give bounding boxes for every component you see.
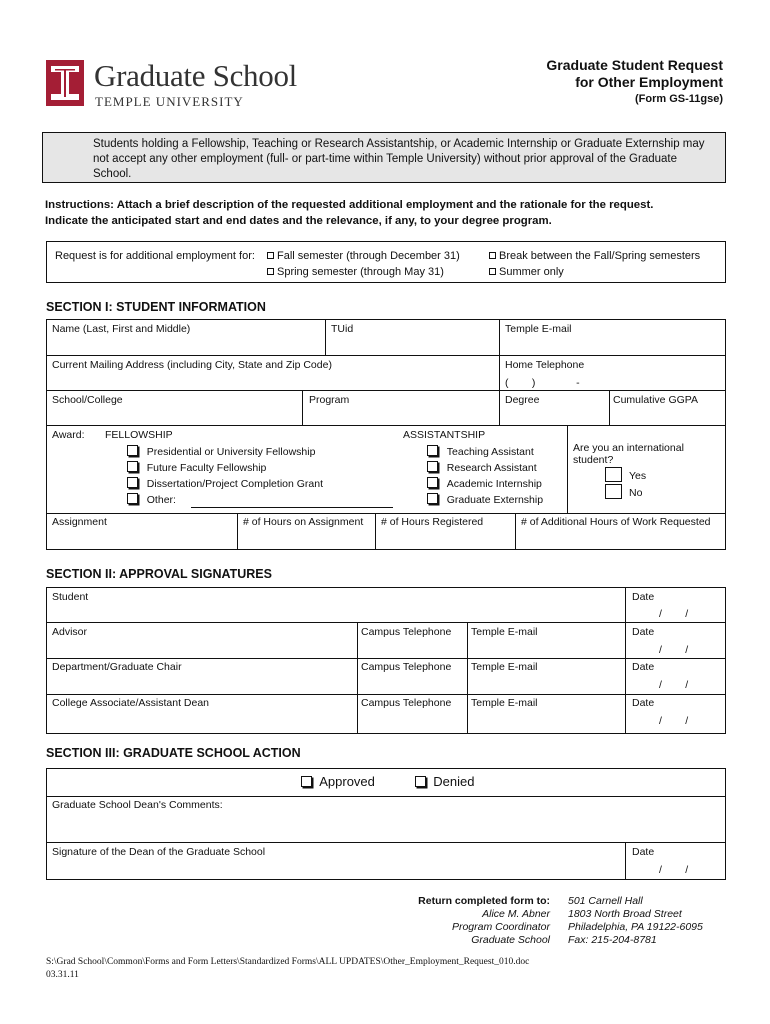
checkbox-icon[interactable]: [127, 445, 138, 456]
instructions-line2: Indicate the anticipated start and end dates and the relevance, if any, to your degree program.: [45, 214, 552, 227]
fellowship-list: [127, 444, 323, 508]
denied-option[interactable]: [415, 774, 474, 789]
checkbox-icon[interactable]: [127, 461, 138, 472]
option-break[interactable]: [489, 250, 700, 262]
notice-box: [42, 132, 726, 183]
instructions: [45, 198, 653, 229]
title-line1: Graduate Student Request: [546, 57, 723, 73]
intl-no-label: No: [629, 487, 643, 499]
student-sig[interactable]: Student: [52, 591, 89, 603]
option-summer[interactable]: [489, 266, 564, 278]
addr-line1: 501 Carnell Hall: [568, 895, 643, 907]
checkbox-icon[interactable]: [427, 445, 438, 456]
option-fall-label: Fall semester (through December 31): [277, 250, 460, 262]
checkbox-approved[interactable]: [301, 776, 312, 787]
assistantship-item[interactable]: Academic Internship: [427, 476, 543, 492]
checkbox-fall[interactable]: [267, 252, 274, 259]
logo-sub: TEMPLE UNIVERSITY: [95, 94, 244, 109]
assignment-field[interactable]: Assignment: [52, 516, 107, 528]
addr-line3: Philadelphia, PA 19122-6095: [568, 921, 703, 933]
return-name: Alice M. Abner: [482, 908, 550, 920]
denied-label: Denied: [433, 774, 475, 789]
section1-grid: [46, 319, 726, 550]
form-number: (Form GS-11gse): [634, 93, 723, 105]
dept-sig[interactable]: Department/Graduate Chair: [52, 661, 182, 673]
intl-yes[interactable]: [605, 467, 622, 485]
assistantship-item[interactable]: Graduate Externship: [427, 492, 543, 508]
hours-assign-field[interactable]: # of Hours on Assignment: [243, 516, 364, 528]
ggpa-field[interactable]: Cumulative GGPA: [613, 394, 698, 406]
fax: Fax: 215-204-8781: [568, 934, 657, 946]
assistantship-heading: ASSISTANTSHIP: [403, 429, 486, 441]
dean-email[interactable]: Temple E-mail: [471, 697, 538, 709]
fellowship-item[interactable]: Dissertation/Project Completion Grant: [127, 476, 323, 492]
intl-no[interactable]: [605, 484, 622, 502]
assistantship-list: [427, 444, 543, 508]
checkbox-summer[interactable]: [489, 268, 496, 275]
home-tel-field[interactable]: Home Telephone: [505, 359, 585, 371]
fellowship-item[interactable]: Future Faculty Fellowship: [127, 460, 323, 476]
award-label: Award:: [52, 429, 85, 441]
checkbox-spring[interactable]: [267, 268, 274, 275]
option-fall[interactable]: [267, 250, 460, 262]
gs-date[interactable]: Date: [632, 846, 655, 858]
fellowship-item[interactable]: Other:: [127, 492, 323, 508]
student-date[interactable]: Date: [632, 591, 655, 603]
dept-date[interactable]: Date: [632, 661, 655, 673]
advisor-email[interactable]: Temple E-mail: [471, 626, 538, 638]
addr-line2: 1803 North Broad Street: [568, 908, 682, 920]
dean-sig[interactable]: College Associate/Assistant Dean: [52, 697, 210, 709]
dean-signature[interactable]: Signature of the Dean of the Graduate School: [52, 846, 266, 858]
request-box: [46, 241, 726, 283]
intl-question: Are you an international student?: [573, 442, 684, 466]
tuid-field[interactable]: TUid: [331, 323, 354, 335]
dept-tel[interactable]: Campus Telephone: [361, 661, 452, 673]
section1-title: SECTION I: STUDENT INFORMATION: [46, 300, 266, 314]
name-field[interactable]: Name (Last, First and Middle): [52, 323, 191, 335]
dept-date-slashes: / /: [659, 679, 689, 691]
advisor-date-slashes: / /: [659, 644, 689, 656]
hours-add-field[interactable]: # of Additional Hours of Work Requested: [521, 516, 711, 528]
option-spring-label: Spring semester (through May 31): [277, 266, 444, 278]
temple-logo-icon: [46, 60, 84, 106]
option-summer-label: Summer only: [499, 266, 564, 278]
option-spring[interactable]: [267, 266, 444, 278]
return-role: Program Coordinator: [451, 921, 550, 933]
school-field[interactable]: School/College: [52, 394, 123, 406]
other-line[interactable]: [191, 507, 393, 508]
title-line2: for Other Employment: [575, 74, 723, 90]
request-label: Request is for additional employment for:: [55, 250, 255, 262]
footer-path: S:\Grad School\Common\Forms and Form Letters\Standardized Forms\ALL UPDATES\Other_Employment_Request_010.doc: [46, 957, 530, 967]
footer-date: 03.31.11: [46, 970, 79, 980]
section2-grid: [46, 587, 726, 734]
address-field[interactable]: Current Mailing Address (including City, State and Zip Code): [52, 359, 332, 371]
dept-email[interactable]: Temple E-mail: [471, 661, 538, 673]
intl-yes-label: Yes: [629, 470, 647, 482]
email-field[interactable]: Temple E-mail: [505, 323, 572, 335]
program-field[interactable]: Program: [309, 394, 350, 406]
approved-option[interactable]: [301, 774, 375, 789]
section3-title: SECTION III: GRADUATE SCHOOL ACTION: [46, 746, 301, 760]
checkbox-icon[interactable]: [127, 477, 138, 488]
fellowship-item[interactable]: Presidential or University Fellowship: [127, 444, 323, 460]
advisor-sig[interactable]: Advisor: [52, 626, 88, 638]
return-address: [568, 895, 703, 947]
assistantship-item[interactable]: Research Assistant: [427, 460, 543, 476]
checkbox-icon[interactable]: [427, 477, 438, 488]
dean-date-slashes: / /: [659, 715, 689, 727]
checkbox-yes[interactable]: [605, 467, 622, 482]
form-title: [546, 57, 723, 108]
logo-name: Graduate School: [94, 58, 297, 93]
gs-date-slashes: / /: [659, 864, 689, 876]
degree-field[interactable]: Degree: [505, 394, 540, 406]
dean-comments[interactable]: Graduate School Dean's Comments:: [52, 799, 223, 811]
checkbox-no[interactable]: [605, 484, 622, 499]
instructions-line1: Instructions: Attach a brief description of the requested additional employment and the rationale for the request.: [45, 199, 654, 211]
student-date-slashes: / /: [659, 608, 689, 620]
assistantship-item[interactable]: Teaching Assistant: [427, 444, 543, 460]
dean-date[interactable]: Date: [632, 697, 655, 709]
checkbox-denied[interactable]: [415, 776, 426, 787]
fellowship-heading: FELLOWSHIP: [105, 429, 173, 441]
advisor-tel[interactable]: Campus Telephone: [361, 626, 452, 638]
checkbox-break[interactable]: [489, 252, 496, 259]
dean-tel[interactable]: Campus Telephone: [361, 697, 452, 709]
option-break-label: Break between the Fall/Spring semesters: [499, 250, 701, 262]
return-office: Graduate School: [471, 934, 550, 946]
hours-reg-field[interactable]: # of Hours Registered: [381, 516, 484, 528]
tel-format: ( ) -: [505, 377, 580, 389]
section2-title: SECTION II: APPROVAL SIGNATURES: [46, 567, 272, 581]
section3-grid: [46, 768, 726, 880]
approved-label: Approved: [319, 774, 375, 789]
return-block: [418, 895, 550, 947]
checkbox-icon[interactable]: [127, 493, 138, 504]
checkbox-icon[interactable]: [427, 493, 438, 504]
checkbox-icon[interactable]: [427, 461, 438, 472]
notice-text: Students holding a Fellowship, Teaching or Research Assistantship, or Academic Internship or Graduate Externship may not accept any other employment (full- or part-time within Temple University) without prior approval of the Graduate School.: [93, 138, 705, 180]
return-label: Return completed form to:: [418, 895, 550, 907]
advisor-date[interactable]: Date: [632, 626, 655, 638]
